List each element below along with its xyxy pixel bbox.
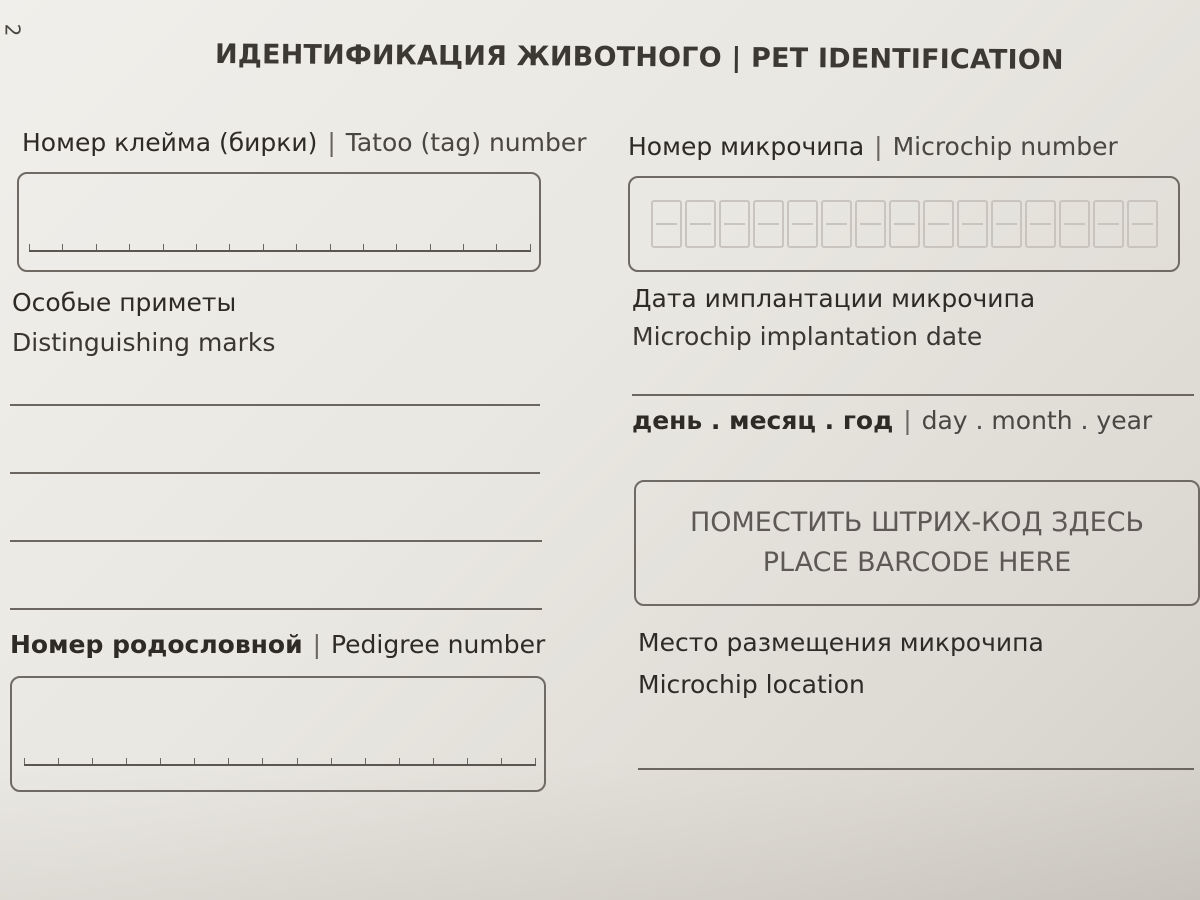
page-number: 2 [0,23,25,37]
microchip-label-en: Microchip number [892,132,1118,161]
marks-line[interactable] [10,446,540,474]
digit-cell [1127,200,1158,248]
microchip-label-ru: Номер микрочипа [628,132,865,161]
digit-cell [957,200,988,248]
page-title [215,39,1064,76]
barcode-placeholder[interactable] [634,480,1200,606]
digit-cell [1093,200,1124,248]
marks-line[interactable] [10,378,540,406]
digit-cell [787,200,818,248]
marks-label-ru: Особые приметы [12,288,237,317]
pedigree-tick-guide [24,758,536,766]
pedigree-label-ru: Номер родословной [10,630,303,659]
barcode-line-en: PLACE BARCODE HERE [762,547,1072,578]
chip-location-label-ru: Место размещения микрочипа [638,628,1044,657]
microchip-label [628,132,1118,161]
digit-cell [685,200,716,248]
page-title-ru: ИДЕНТИФИКАЦИЯ ЖИВОТНОГО [214,39,722,74]
page-title-en: PET IDENTIFICATION [750,42,1064,76]
implant-date-label-ru: Дата имплантации микрочипа [632,284,1036,313]
microchip-label-separator: | [874,132,883,161]
digit-cell [821,200,852,248]
tattoo-tick-guide [29,244,531,252]
digit-cell [855,200,886,248]
date-format-ru: день . месяц . год [632,406,894,435]
marks-label-en: Distinguishing marks [12,328,276,357]
implant-date-field[interactable] [632,368,1194,396]
digit-cell [651,200,682,248]
barcode-line-ru: ПОМЕСТИТЬ ШТРИХ-КОД ЗДЕСЬ [689,507,1145,538]
implant-date-format [632,406,1152,435]
tattoo-label-ru: Номер клейма (бирки) [22,128,318,157]
pedigree-label-en: Pedigree number [330,630,546,659]
pedigree-number-field[interactable] [10,676,546,792]
tattoo-number-field[interactable] [17,172,541,272]
digit-cell [1059,200,1090,248]
digit-cell [719,200,750,248]
pedigree-label [10,630,545,659]
chip-location-label-en: Microchip location [638,670,865,699]
tattoo-label-separator: | [327,128,336,157]
implant-date-label-en: Microchip implantation date [632,322,983,351]
microchip-number-field[interactable] [628,176,1180,272]
tattoo-label [22,128,587,157]
tattoo-label-en: Tatoo (tag) number [345,128,587,157]
digit-cell [1025,200,1056,248]
date-format-en: day . month . year [921,406,1153,435]
digit-cell [991,200,1022,248]
chip-location-field[interactable] [638,742,1194,770]
page-title-separator: | [731,42,742,74]
digit-cell [753,200,784,248]
digit-cell [889,200,920,248]
digit-cell [923,200,954,248]
marks-line[interactable] [10,514,542,542]
marks-line[interactable] [10,582,542,610]
date-format-separator: | [903,406,912,435]
pedigree-label-separator: | [312,630,322,659]
